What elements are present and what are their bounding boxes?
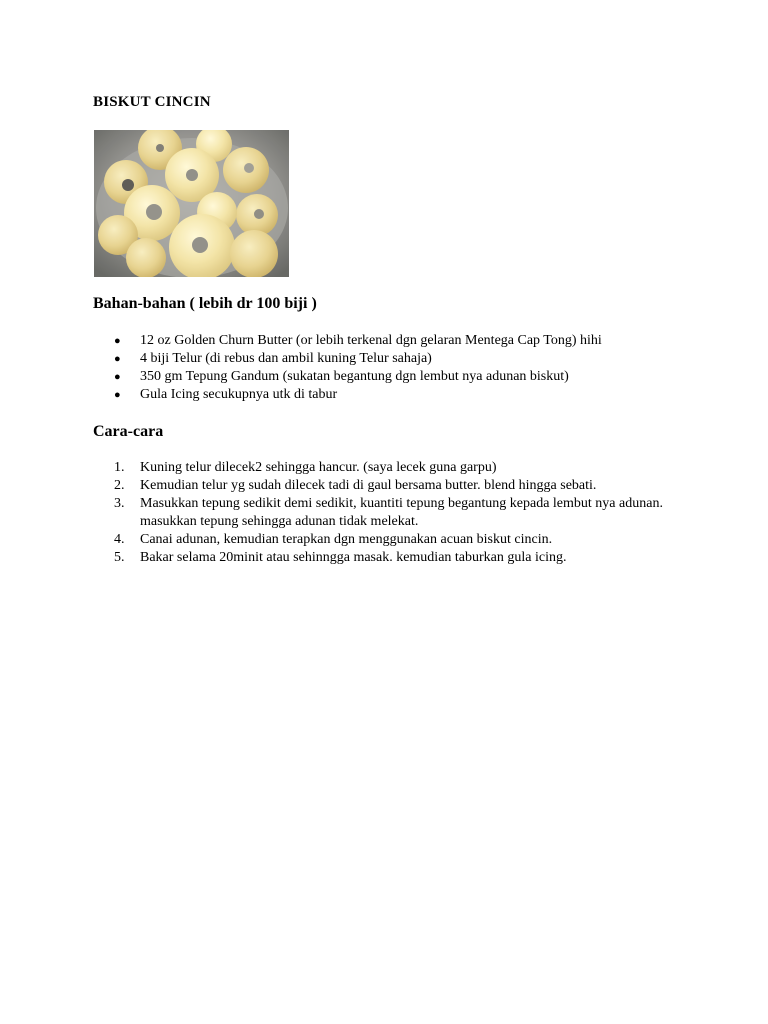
step-text: Kuning telur dilecek2 sehingga hancur. (saya lecek guna garpu) (140, 460, 497, 475)
biscuit-photo (94, 130, 289, 277)
list-item (93, 386, 713, 404)
step-number: 4. (114, 532, 125, 547)
list-item (93, 368, 713, 386)
step-text: Masukkan tepung sedikit demi sedikit, kuantiti tepung begantung kepada lembut nya adunan. masukkan tepung sehingga adunan tidak melekat. (140, 496, 663, 529)
bullet-icon: ● (114, 353, 121, 365)
ingredient-text: Gula Icing secukupnya utk di tabur (140, 387, 338, 402)
list-item (93, 531, 693, 549)
bullet-icon: ● (114, 371, 121, 383)
list-item (93, 477, 693, 495)
list-item (93, 495, 693, 531)
ingredient-text: 12 oz Golden Churn Butter (or lebih terkenal dgn gelaran Mentega Cap Tong) hihi (140, 333, 602, 348)
step-number: 5. (114, 550, 125, 565)
step-number: 3. (114, 496, 125, 511)
step-text: Canai adunan, kemudian terapkan dgn menggunakan acuan biskut cincin. (140, 532, 553, 547)
ingredients-heading: Bahan-bahan ( lebih dr 100 biji ) (93, 295, 317, 312)
recipe-title: BISKUT CINCIN (93, 94, 211, 110)
step-number: 1. (114, 460, 125, 475)
list-item (93, 549, 693, 567)
step-text: Bakar selama 20minit atau sehinngga masak. kemudian taburkan gula icing. (140, 550, 567, 565)
step-text: Kemudian telur yg sudah dilecek tadi di gaul bersama butter. blend hingga sebati. (140, 478, 597, 493)
list-item (93, 459, 693, 477)
ingredient-text: 4 biji Telur (di rebus dan ambil kuning Telur sahaja) (140, 351, 432, 366)
ingredient-text: 350 gm Tepung Gandum (sukatan begantung dgn lembut nya adunan biskut) (140, 369, 569, 384)
ingredients-list (93, 332, 713, 404)
bullet-icon: ● (114, 335, 121, 347)
step-number: 2. (114, 478, 125, 493)
bullet-icon: ● (114, 389, 121, 401)
list-item (93, 350, 713, 368)
method-heading: Cara-cara (93, 423, 164, 440)
list-item (93, 332, 713, 350)
method-steps-list (93, 459, 693, 567)
